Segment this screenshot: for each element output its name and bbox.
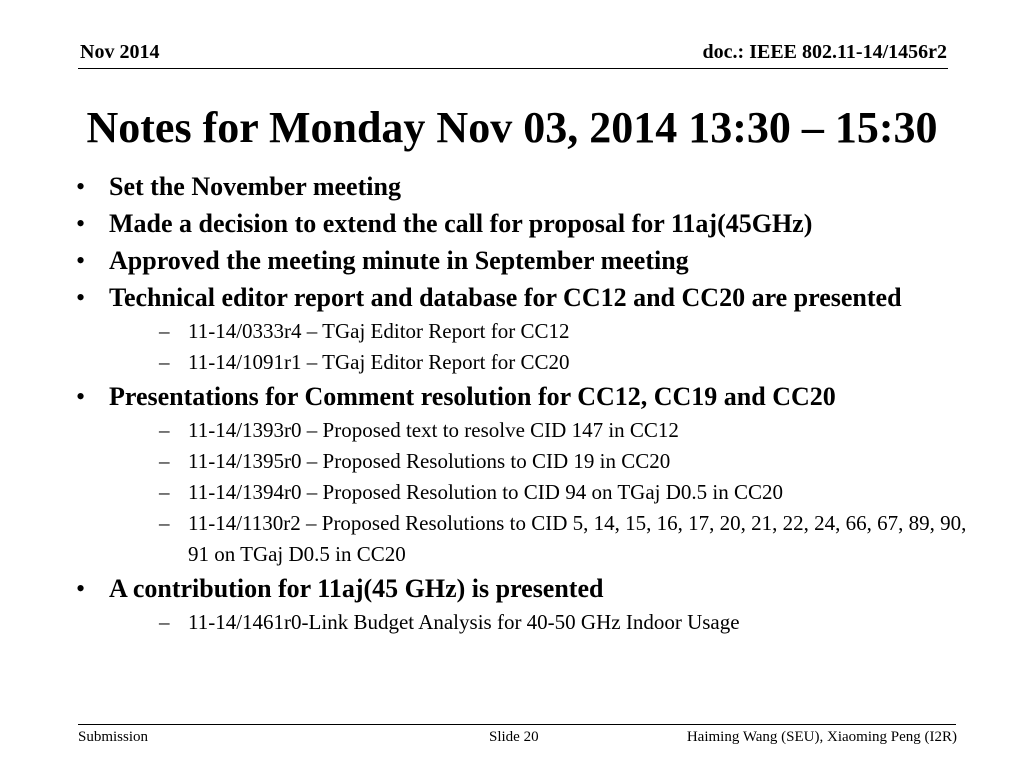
sub-list — [109, 415, 976, 570]
bullet-text: Approved the meeting minute in September meeting — [109, 246, 689, 275]
sub-text: 11-14/1461r0-Link Budget Analysis for 40-50 GHz Indoor Usage — [188, 610, 740, 634]
sub-marker: – — [159, 610, 170, 634]
sub-item — [109, 415, 976, 446]
sub-text: 11-14/1394r0 – Proposed Resolution to CID 94 on TGaj D0.5 in CC20 — [188, 480, 783, 504]
footer-divider — [78, 724, 956, 725]
bullet-marker: • — [76, 246, 86, 275]
header-date: Nov 2014 — [80, 41, 160, 63]
sub-item — [109, 446, 976, 477]
bullet-text: A contribution for 11aj(45 GHz) is presented — [109, 574, 604, 603]
bullet-marker: • — [76, 209, 86, 238]
sub-marker: – — [159, 480, 170, 504]
bullet-item — [76, 378, 976, 570]
sub-marker: – — [159, 319, 170, 343]
bullet-list — [76, 168, 976, 638]
sub-marker: – — [159, 449, 170, 473]
sub-text: 11-14/1393r0 – Proposed text to resolve CID 147 in CC12 — [188, 418, 679, 442]
sub-marker: – — [159, 511, 170, 535]
sub-text: 11-14/1395r0 – Proposed Resolutions to CID 19 in CC20 — [188, 449, 671, 473]
sub-list — [109, 607, 976, 638]
sub-marker: – — [159, 418, 170, 442]
slide-title: Notes for Monday Nov 03, 2014 13:30 – 15:30 — [86, 103, 938, 152]
bullet-item — [76, 242, 976, 279]
footer-submission: Submission — [78, 729, 149, 745]
sub-item — [109, 347, 976, 378]
header-divider — [78, 68, 948, 69]
bullet-item — [76, 205, 976, 242]
sub-text: 11-14/1130r2 – Proposed Resolutions to CID 5, 14, 15, 16, 17, 20, 21, 22, 24, 66, 67, 89, 90, 91 on TGaj D0.5 in CC20 — [188, 511, 967, 566]
bullet-marker: • — [76, 172, 86, 201]
sub-text: 11-14/1091r1 – TGaj Editor Report for CC20 — [188, 350, 570, 374]
bullet-item — [76, 168, 976, 205]
sub-marker: – — [159, 350, 170, 374]
sub-item — [109, 508, 976, 570]
bullet-text: Set the November meeting — [109, 172, 401, 201]
sub-list — [109, 316, 976, 378]
sub-item — [109, 316, 976, 347]
footer-authors: Haiming Wang (SEU), Xiaoming Peng (I2R) — [686, 729, 957, 745]
bullet-text: Technical editor report and database for CC12 and CC20 are presented — [109, 283, 902, 312]
bullet-item — [76, 279, 976, 378]
bullet-text: Made a decision to extend the call for proposal for 11aj(45GHz) — [109, 209, 813, 238]
bullet-marker: • — [76, 382, 86, 411]
sub-text: 11-14/0333r4 – TGaj Editor Report for CC12 — [188, 319, 570, 343]
bullet-text: Presentations for Comment resolution for CC12, CC19 and CC20 — [109, 382, 836, 411]
header-doc-number: doc.: IEEE 802.11-14/1456r2 — [702, 41, 947, 63]
bullet-marker: • — [76, 283, 86, 312]
footer-slide-number: Slide 20 — [489, 729, 539, 745]
sub-item — [109, 607, 976, 638]
bullet-item — [76, 570, 976, 638]
sub-item — [109, 477, 976, 508]
bullet-marker: • — [76, 574, 86, 603]
